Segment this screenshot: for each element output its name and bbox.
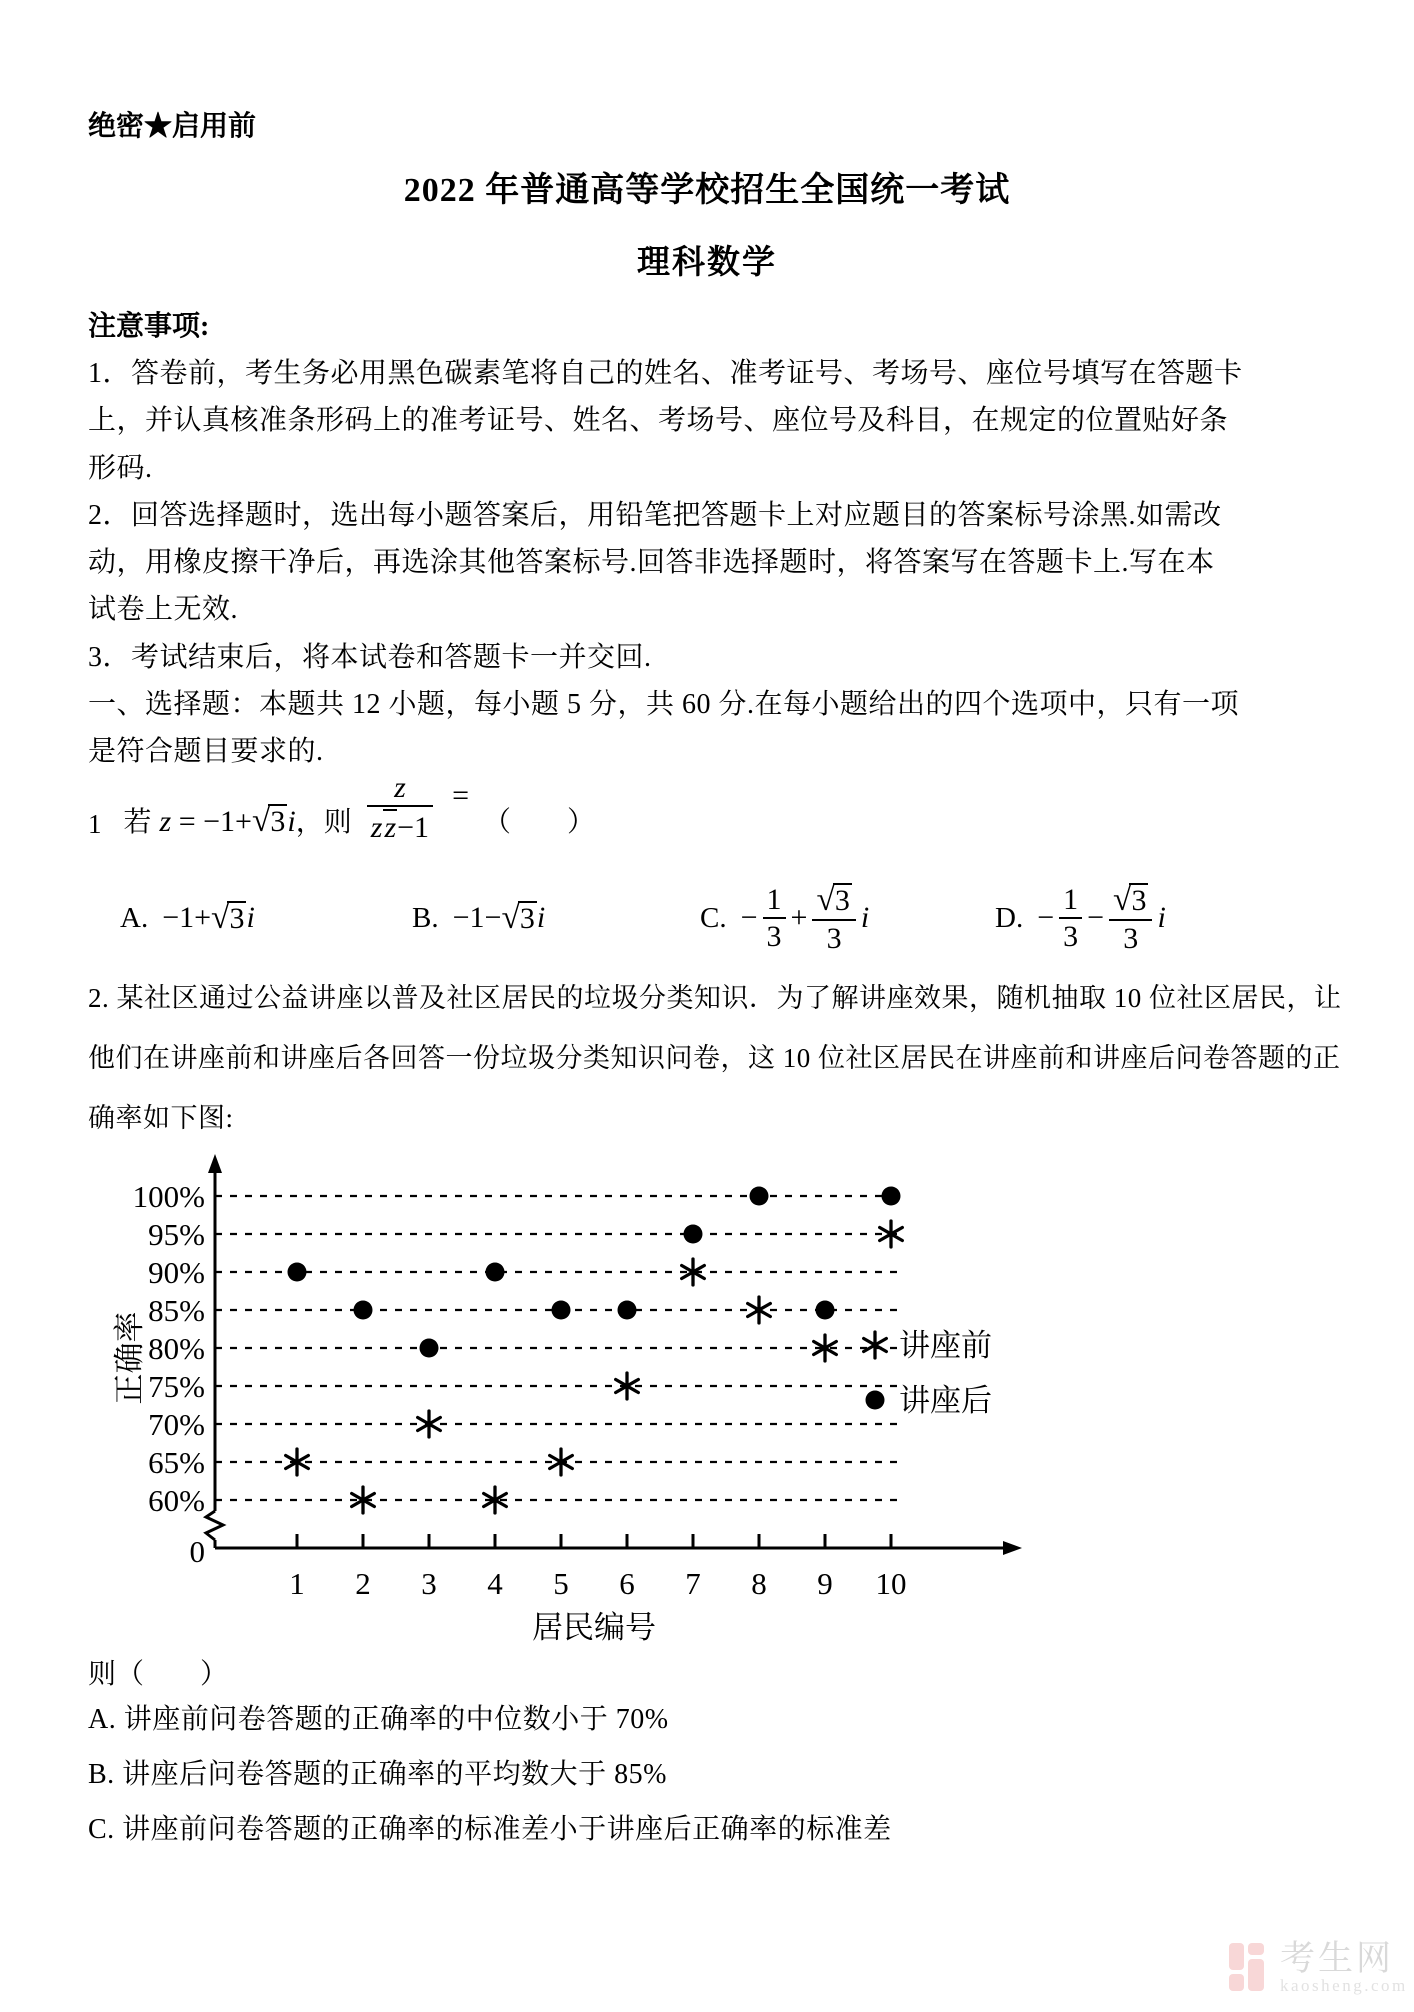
notice-heading: 注意事项: xyxy=(88,311,210,342)
svg-text:讲座前: 讲座前 xyxy=(899,1328,992,1363)
svg-text:100%: 100% xyxy=(132,1179,205,1214)
watermark-name: 考生网 xyxy=(1280,1939,1395,1978)
watermark-domain: kaosheng.com xyxy=(1280,1976,1408,1995)
svg-text:1: 1 xyxy=(289,1566,305,1601)
section-heading-line-2: 是符合题目要求的. xyxy=(88,736,324,768)
svg-text:7: 7 xyxy=(685,1566,701,1601)
notice-line-1: 1．答卷前，考生务必用黑色碳素笔将自己的姓名、准考证号、考场号、座位号填写在答题卡 xyxy=(88,358,1243,389)
svg-text:3: 3 xyxy=(421,1566,437,1601)
question-1-if-text: 若 xyxy=(123,807,152,838)
q2-option-c: C. 讲座前问卷答题的正确率的标准差小于讲座后正确率的标准差 xyxy=(88,1814,892,1845)
question-2-line-1: 2. 某社区通过公益讲座以普及社区居民的垃圾分类知识．为了解讲座效果，随机抽取 10 位社区居民，让 xyxy=(88,983,1342,1013)
question-1-given: z = −1+√3i xyxy=(159,802,296,839)
svg-text:95%: 95% xyxy=(148,1217,205,1252)
question-2-stem xyxy=(88,968,1342,1148)
svg-text:8: 8 xyxy=(751,1566,767,1601)
svg-text:2: 2 xyxy=(355,1566,371,1601)
question-2-then: 则（ ） xyxy=(88,1659,229,1690)
svg-text:75%: 75% xyxy=(148,1369,205,1404)
svg-text:65%: 65% xyxy=(148,1445,205,1480)
q1-option-a-label: A. xyxy=(120,901,149,934)
question-1-number: 1 xyxy=(88,809,102,839)
q1-option-c: C. − $\frac{1}{3}$ + $\frac{√3}{3}$ i xyxy=(700,880,870,955)
notice-line-3: 形码. xyxy=(88,452,153,484)
q1-option-d: D. − $\frac{1}{3}$ − $\frac{√3}{3}$ i xyxy=(995,880,1166,955)
question-2-line-2: 他们在讲座前和讲座后各回答一份垃圾分类知识问卷，这 10 位社区居民在讲座前和讲座后问卷答题的正 xyxy=(88,1043,1341,1073)
notice-line-2: 上，并认真核准条形码上的准考证号、姓名、考场号、座位号及科目，在规定的位置贴好条 xyxy=(88,405,1229,437)
q2-option-b: B. 讲座后问卷答题的正确率的平均数大于 85% xyxy=(88,1759,668,1790)
svg-text:90%: 90% xyxy=(148,1255,205,1290)
q1-option-a: A. −1+ √ 3 i xyxy=(120,899,255,936)
q1-option-c-label: C. xyxy=(700,901,727,934)
secrecy-label: 绝密★启用前 xyxy=(88,111,257,142)
section-heading-line-1: 一、选择题：本题共 12 小题，每小题 5 分，共 60 分.在每小题给出的四个选项中，只有一项 xyxy=(88,689,1240,721)
q1-option-b-value: −1− xyxy=(452,901,502,934)
question-1-then-text: ，则 xyxy=(295,807,352,838)
question-1-equals: = xyxy=(452,779,469,812)
exam-subject: 理科数学 xyxy=(637,245,777,281)
exam-title: 2022 年普通高等学校招生全国统一考试 xyxy=(403,172,1011,209)
q1-option-b: B. −1− √ 3 i xyxy=(412,899,546,936)
q1-option-d-label: D. xyxy=(995,901,1024,934)
question-1 xyxy=(88,748,595,844)
svg-text:讲座后: 讲座后 xyxy=(899,1383,992,1418)
svg-text:居民编号: 居民编号 xyxy=(532,1610,656,1645)
question-2-options xyxy=(88,1692,892,1857)
svg-text:70%: 70% xyxy=(148,1407,205,1442)
svg-text:5: 5 xyxy=(553,1566,569,1601)
svg-text:9: 9 xyxy=(817,1566,833,1601)
question-1-fraction: $\frac{z}{zz-1}$ xyxy=(367,772,433,845)
svg-text:85%: 85% xyxy=(148,1293,205,1328)
notice-block xyxy=(88,350,1338,776)
q2-option-a: A. 讲座前问卷答题的正确率的中位数小于 70% xyxy=(88,1704,669,1735)
notice-line-7: 3．考试结束后，将本试卷和答题卡一并交回. xyxy=(88,641,652,673)
watermark xyxy=(1228,1941,1408,1995)
svg-text:正确率: 正确率 xyxy=(112,1311,147,1405)
question-1-answer-paren: （ ） xyxy=(482,807,595,838)
kaosheng-logo-icon xyxy=(1228,1941,1268,1995)
svg-text:10: 10 xyxy=(875,1566,907,1601)
notice-line-5: 动，用橡皮擦干净后，再选涂其他答案标号.回答非选择题时，将答案写在答题卡上.写在本 xyxy=(88,547,1215,579)
q1-option-a-value: −1+ xyxy=(162,901,212,934)
svg-text:0: 0 xyxy=(189,1534,205,1569)
svg-text:4: 4 xyxy=(487,1566,503,1601)
accuracy-scatter-chart xyxy=(100,1148,1110,1658)
svg-text:80%: 80% xyxy=(148,1331,205,1366)
question-2-line-3: 确率如下图: xyxy=(88,1103,234,1133)
notice-line-4: 2．回答选择题时，选出每小题答案后，用铅笔把答题卡上对应题目的答案标号涂黑.如需改 xyxy=(88,499,1222,531)
svg-text:60%: 60% xyxy=(148,1483,205,1518)
q1-option-b-label: B. xyxy=(412,901,439,934)
svg-text:6: 6 xyxy=(619,1566,635,1601)
notice-line-6: 试卷上无效. xyxy=(88,594,239,626)
